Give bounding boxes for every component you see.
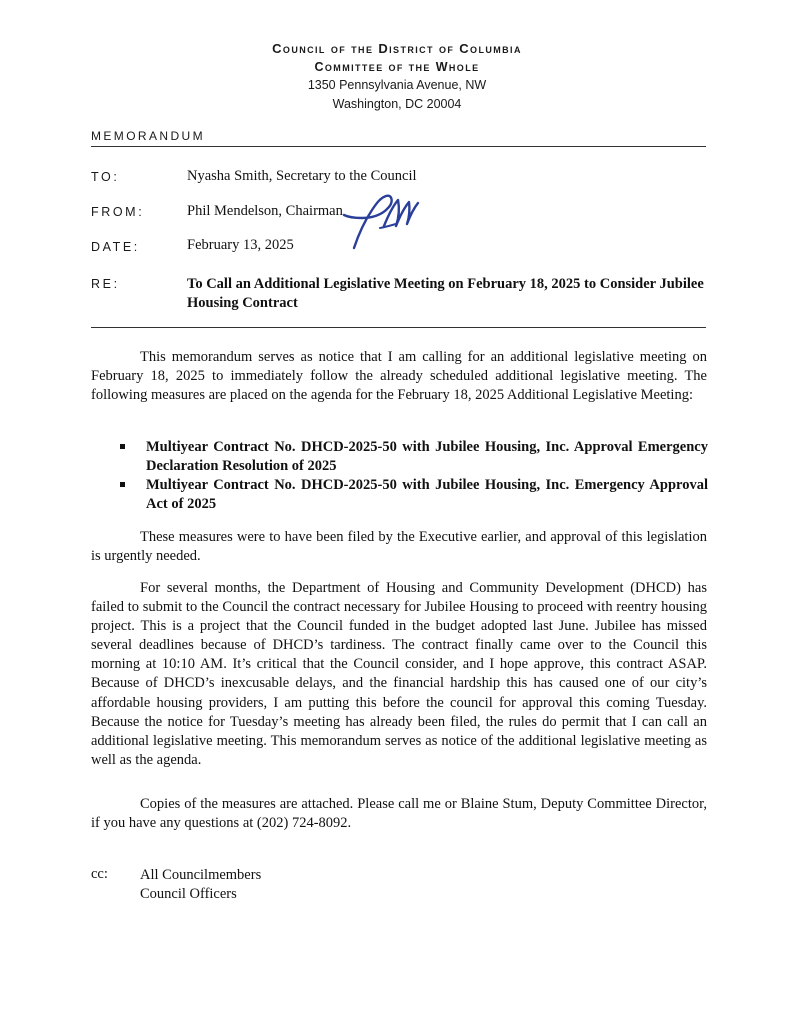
- agenda-measure-item: [118, 438, 708, 476]
- bullet-square-icon: [120, 482, 125, 487]
- header-bottom-rule: [91, 327, 706, 328]
- header-top-rule: [91, 146, 706, 147]
- agenda-measure-text: Multiyear Contract No. DHCD-2025-50 with Jubilee Housing, Inc. Emergency Approval Act of 2025: [146, 477, 708, 512]
- letterhead-committee-name: Committee of the Whole: [314, 60, 480, 74]
- body-paragraph-3-text: For several months, the Department of Housing and Community Development (DHCD) has failed to submit to the Council the contract necessary for Jubilee Housing to proceed with reentry housing project. This is a project that the Council funded in the budget adopted last June. Jubilee has missed several deadlines because of DHCD’s tardiness. The contract finally came over to the Council this morning at 10:10 AM. It’s critical that the Council consider, and I hope approve, this contract ASAP. Because of DHCD’s inexcusable delays, and the financial hardship this has caused one of our city’s affordable housing providers, I am putting this before the council for approval this coming Tuesday. Because the notice for Tuesday’s meeting has already been filed, the rules do permit that I can call an additional legislative meeting. This memorandum serves as notice of the additional legislative meeting as well as the agenda.: [91, 580, 707, 768]
- agenda-measures-list: [118, 438, 708, 514]
- cc-recipients: [140, 866, 261, 904]
- body-paragraph-2: [91, 528, 707, 566]
- date-label: DATE:: [91, 240, 140, 254]
- memorandum-label: MEMORANDUM: [91, 129, 205, 143]
- body-paragraph-1: [91, 348, 707, 405]
- body-paragraph-3: [91, 579, 707, 770]
- letterhead-council-name: Council of the District of Columbia: [272, 41, 522, 56]
- from-value: Phil Mendelson, Chairman: [187, 203, 343, 219]
- re-label: RE:: [91, 277, 120, 291]
- cc-label: cc:: [91, 866, 108, 882]
- agenda-measure-item: [118, 476, 708, 514]
- body-paragraph-4: [91, 795, 707, 833]
- letterhead: [0, 40, 794, 114]
- handwritten-signature-icon: [340, 188, 430, 254]
- to-value: Nyasha Smith, Secretary to the Council: [187, 168, 417, 184]
- date-value: February 13, 2025: [187, 237, 294, 253]
- cc-recipient: Council Officers: [140, 886, 237, 902]
- bullet-square-icon: [120, 444, 125, 449]
- agenda-measure-text: Multiyear Contract No. DHCD-2025-50 with Jubilee Housing, Inc. Approval Emergency Declaration Resolution of 2025: [146, 439, 708, 474]
- re-subject: To Call an Additional Legislative Meeting on February 18, 2025 to Consider Jubilee Housing Contract: [187, 276, 704, 311]
- to-label: TO:: [91, 170, 120, 184]
- letterhead-address-street: 1350 Pennsylvania Avenue, NW: [307, 78, 487, 92]
- from-label: FROM:: [91, 205, 145, 219]
- body-paragraph-4-text: Copies of the measures are attached. Please call me or Blaine Stum, Deputy Committee Director, if you have any questions at (202) 724-8092.: [91, 796, 707, 832]
- body-paragraph-2-text: These measures were to have been filed by the Executive earlier, and approval of this legislation is urgently needed.: [91, 529, 707, 565]
- letterhead-address-city: Washington, DC 20004: [332, 97, 462, 111]
- body-paragraph-1-text: This memorandum serves as notice that I am calling for an additional legislative meeting on February 18, 2025 to immediately follow the already scheduled additional legislative meeting. The following measures are placed on the agenda for the February 18, 2025 Additional Legislative Meeting:: [91, 349, 707, 404]
- cc-recipient: All Councilmembers: [140, 867, 262, 883]
